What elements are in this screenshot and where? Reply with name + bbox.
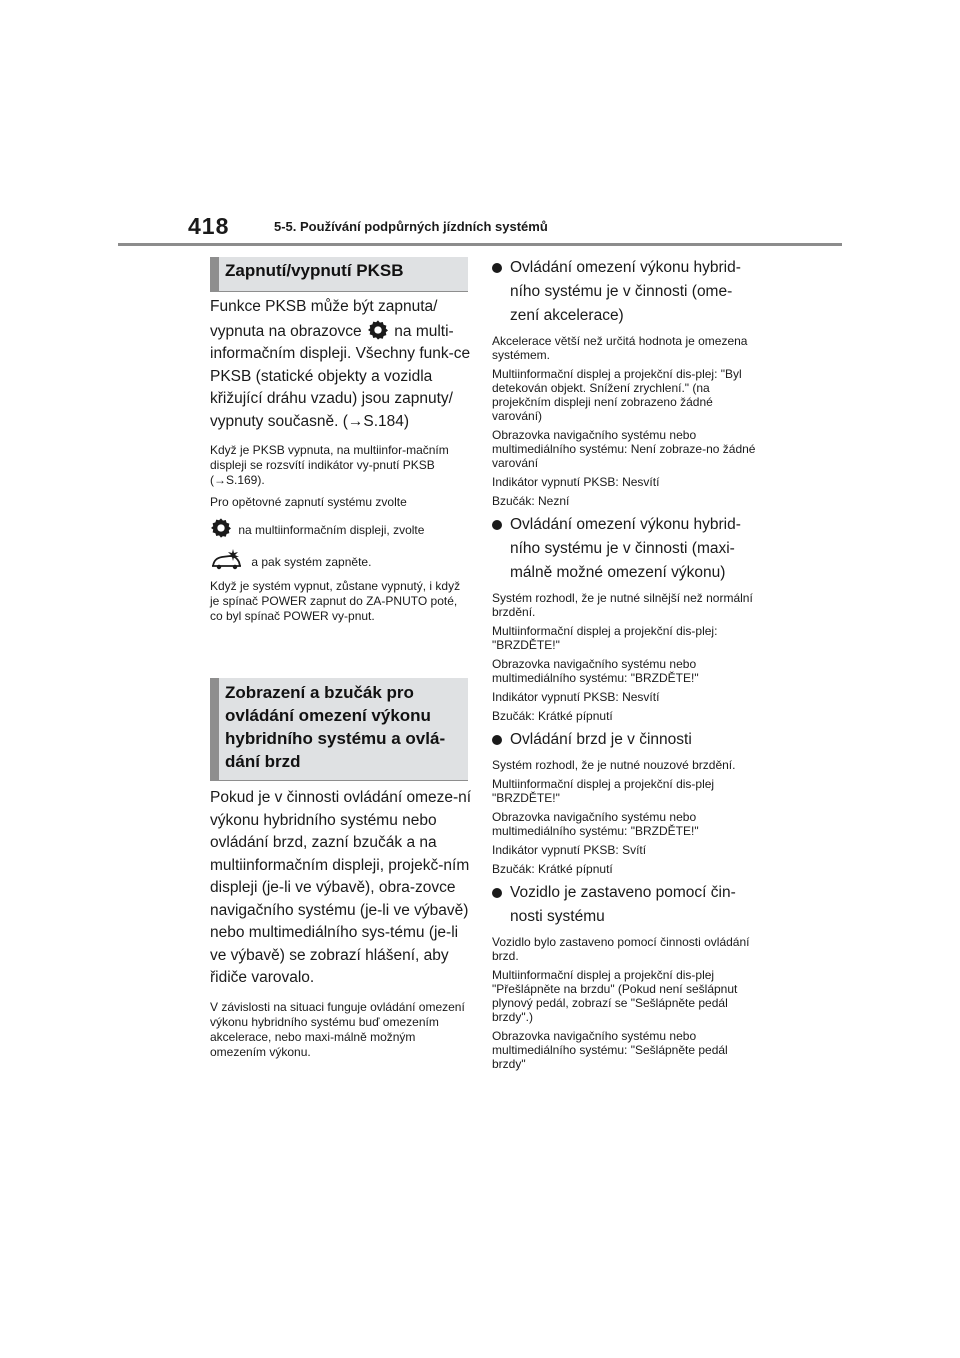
bullet-dot-icon <box>492 520 502 530</box>
right-column <box>492 256 758 1076</box>
list-item <box>492 881 758 1071</box>
bullet-heading: Ovládání omezení výkonu hybrid-ního systému je v činnosti (ome-zení akcelerace) <box>492 256 758 328</box>
heading-display-buzzer <box>210 678 468 781</box>
note-pksb-off <box>210 443 472 488</box>
paragraph-text-a: Funkce PKSB může být zapnuta/ vypnuta na obrazovce <box>210 298 438 340</box>
detail-line: Obrazovka navigačního systému nebo multimediálního systému: "BRZDĚTE!" <box>492 657 699 685</box>
gear-icon <box>210 517 232 539</box>
detail-line: Vozidlo bylo zastaveno pomocí činnosti ovládání brzd. <box>492 935 750 963</box>
detail-line: Multiinformační displej a projekční dis-plej "Přešlápněte na brzdu" (Pokud není sešlápnut plynový pedál, zobrazí se "Sešlápněte pedál brzdy".) <box>492 968 738 1024</box>
detail-line: Systém rozhodl, že je nutné silnější než normální brzdění. <box>492 591 753 619</box>
list-item <box>492 513 758 723</box>
heading-line: hybridního systému a ovlá- <box>225 729 446 748</box>
detail-line: Akcelerace větší než určitá hodnota je omezena systémem. <box>492 334 748 362</box>
bullet-heading: Ovládání brzd je v činnosti <box>492 728 758 752</box>
bullet-dot-icon <box>492 735 502 745</box>
paragraph-warning: Pokud je v činnosti ovládání omeze-ní výkonu hybridního systému nebo ovládání brzd, zazní bzučák a na multiinformačním displeji, projekč-ním displeji (je-li ve výbavě), obra-zovce navigačního systému (je-li ve výbavě) nebo multimediálního sys-tému (je-li ve výbavě) se zobrazí hlášení, aby řidiče varovalo. <box>210 789 472 986</box>
section-title: 5-5. Používání podpůrných jízdních systémů <box>274 219 548 234</box>
note-stays-off: Když je systém vypnut, zůstane vypnutý, i když je spínač POWER zapnut do ZA-PNUTO poté, co byl spínač POWER vy-pnut. <box>210 579 461 623</box>
note-situation: V závislosti na situaci funguje ovládání omezení výkonu hybridního systému buď omezením akcelerace, nebo maxi-málně možným omezením výkonu. <box>210 999 465 1059</box>
detail-line: Indikátor vypnutí PKSB: Nesvítí <box>492 475 660 489</box>
note-reenable: Pro opětovné zapnutí systému zvolte <box>210 495 407 509</box>
detail-line: Bzučák: Nezní <box>492 494 570 508</box>
page-reference: →S.184) <box>347 412 410 430</box>
heading-line: Zobrazení a bzučák pro <box>225 683 414 702</box>
detail-line: Multiinformační displej a projekční dis-plej: "BRZDĚTE!" <box>492 624 718 652</box>
list-item <box>492 728 758 876</box>
detail-line: Obrazovka navigačního systému nebo multimediálního systému: Není zobraze-no žádné varování <box>492 428 756 470</box>
note-text: a pak systém zapněte. <box>251 555 372 569</box>
detail-line: Indikátor vypnutí PKSB: Svítí <box>492 843 647 857</box>
detail-line: Multiinformační displej a projekční dis-plej "BRZDĚTE!" <box>492 777 715 805</box>
pksb-car-icon <box>210 546 244 572</box>
detail-line: Obrazovka navigačního systému nebo multimediálního systému: "Sešlápněte pedál brzdy" <box>492 1029 728 1071</box>
detail-line: Bzučák: Krátké pípnutí <box>492 862 613 876</box>
paragraph-pksb-toggle <box>210 296 472 433</box>
bullet-dot-icon <box>492 263 502 273</box>
note-text: Když je PKSB vypnuta, na multiinfor-mačním displeji se rozsvítí indikátor vy-pnutí PKSB ( <box>210 443 449 487</box>
bullet-heading: Vozidlo je zastaveno pomocí čin-nosti systému <box>492 881 758 929</box>
detail-line: Obrazovka navigačního systému nebo multimediálního systému: "BRZDĚTE!" <box>492 810 699 838</box>
note-select-pksb <box>210 546 472 572</box>
heading-line: dání brzd <box>225 752 301 771</box>
note-text: na multiinformačním displeji, zvolte <box>238 523 425 537</box>
detail-line: Systém rozhodl, že je nutné nouzové brzdění. <box>492 758 736 772</box>
note-select-gear <box>210 517 472 539</box>
header-rule <box>118 243 842 246</box>
bullet-dot-icon <box>492 888 502 898</box>
paragraph-text-b: na multi-informačním displeji. Všechny funk-ce PKSB (statické objekty a vozidla křižující dráhu vzadu) jsou zapnuty/ vypnuty současně. ( <box>210 322 471 430</box>
gear-icon <box>367 319 389 341</box>
list-item <box>492 256 758 508</box>
detail-line: Indikátor vypnutí PKSB: Nesvítí <box>492 690 660 704</box>
heading-line: ovládání omezení výkonu <box>225 706 431 725</box>
detail-line: Multiinformační displej a projekční dis-plej: "Byl detekován objekt. Snížení zrychlení." (na projekčním displeji není zobrazeno žádné varování) <box>492 367 742 423</box>
page-reference: →S.169). <box>214 473 265 487</box>
heading-pksb-toggle: Zapnutí/vypnutí PKSB <box>210 257 468 292</box>
detail-line: Bzučák: Krátké pípnutí <box>492 709 613 723</box>
page-number: 418 <box>188 213 230 239</box>
bullet-heading: Ovládání omezení výkonu hybrid-ního systému je v činnosti (maxi-málně možné omezení výkonu) <box>492 513 758 585</box>
left-column-top <box>210 296 472 631</box>
left-column-bottom <box>210 787 472 1067</box>
